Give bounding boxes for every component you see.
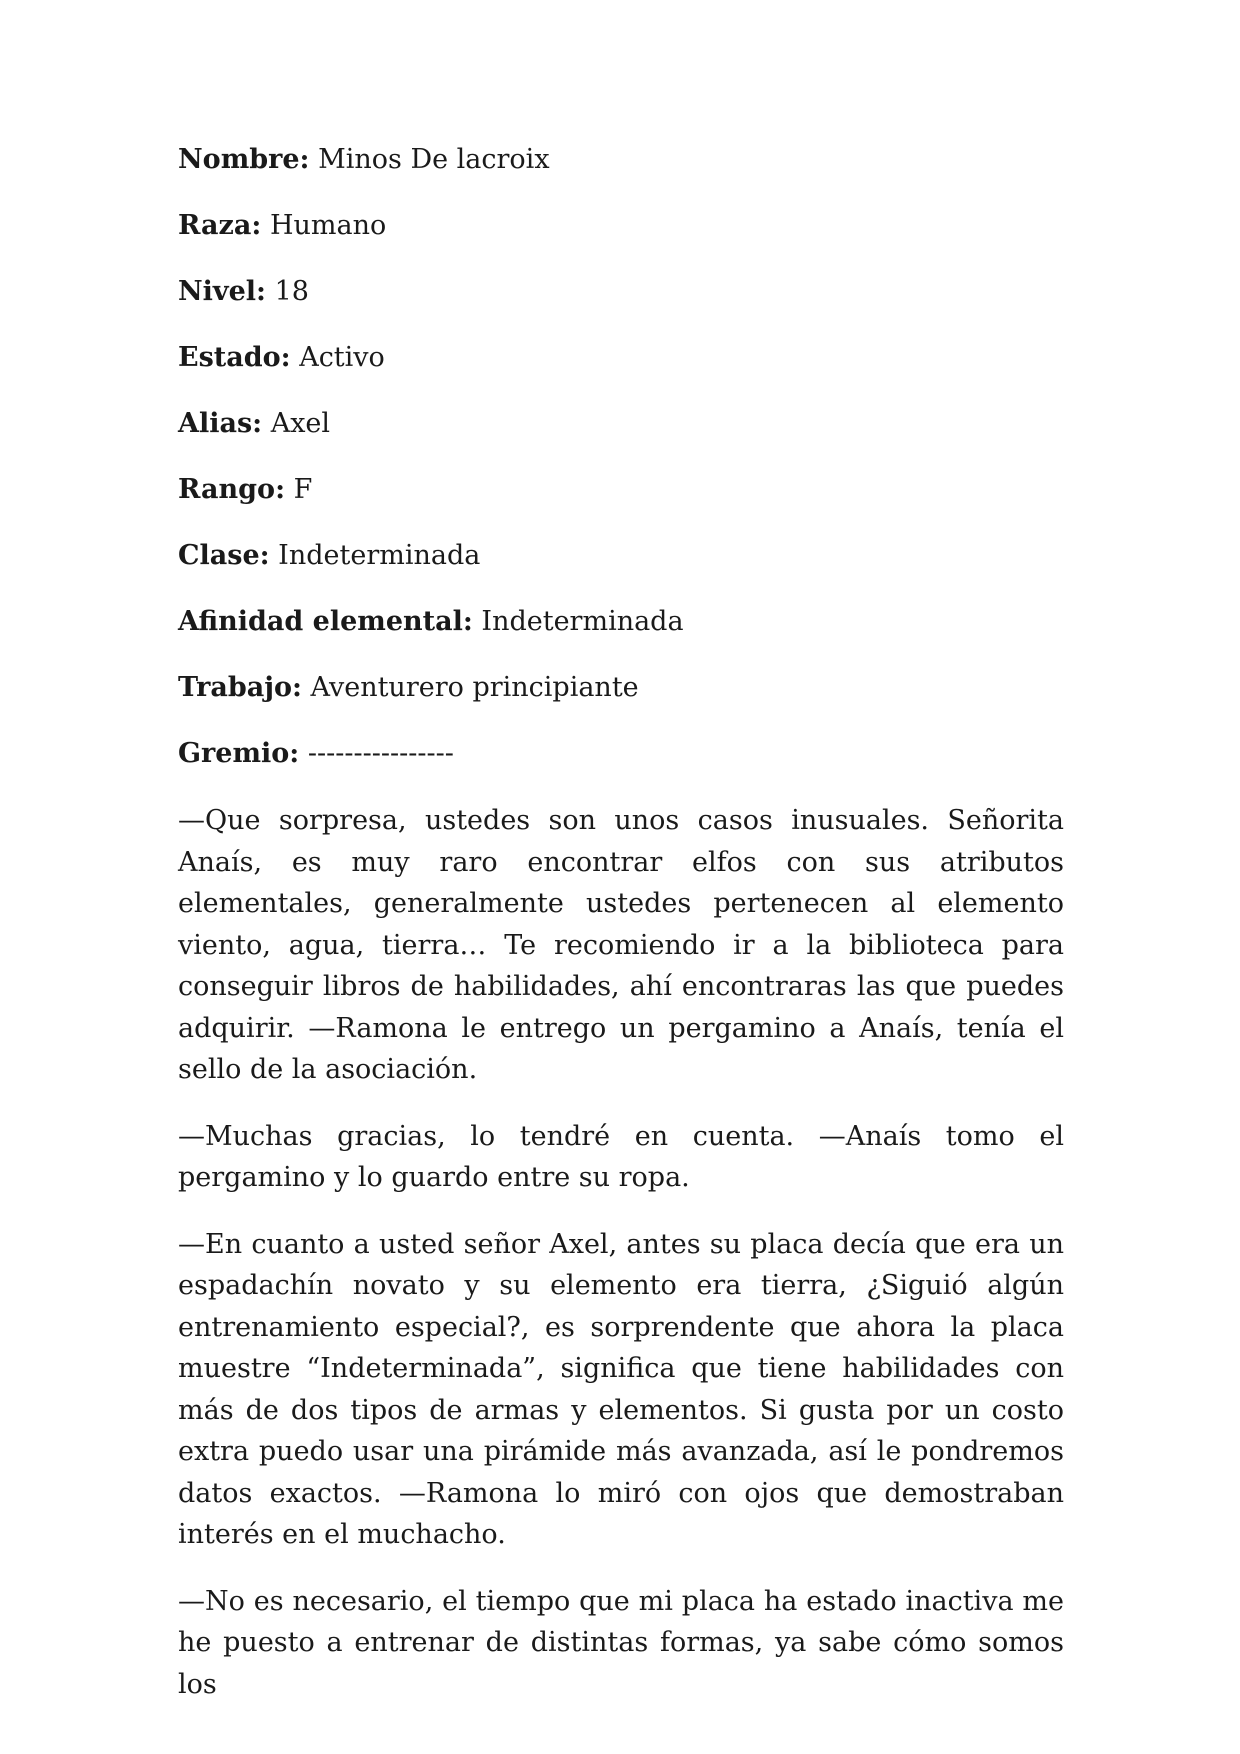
document-content bbox=[178, 140, 1064, 1705]
field-value: 18 bbox=[266, 276, 309, 307]
field-afinidad-elemental bbox=[178, 602, 1064, 642]
field-gremio bbox=[178, 734, 1064, 774]
field-value: F bbox=[285, 474, 313, 505]
field-value: Axel bbox=[262, 408, 331, 439]
field-nivel bbox=[178, 272, 1064, 312]
field-label: Gremio: bbox=[178, 738, 300, 769]
field-value: ---------------- bbox=[299, 738, 454, 769]
field-value: Indeterminada bbox=[472, 606, 684, 637]
field-label: Trabajo: bbox=[178, 672, 302, 703]
field-alias bbox=[178, 404, 1064, 444]
field-value: Activo bbox=[290, 342, 385, 373]
field-value: Indeterminada bbox=[269, 540, 481, 571]
paragraph-axel-reply: —No es necesario, el tiempo que mi placa ha estado inactiva me he puesto a entrenar de distintas formas, ya sabe cómo somos los bbox=[178, 1585, 1064, 1700]
paragraph-ramona-axel: —En cuanto a usted señor Axel, antes su placa decía que era un espadachín novato y su elemento era tierra, ¿Siguió algún entrenamiento especial?, es sorprendente que ahora la placa muestre “Indeterminada”, significa que tiene habilidades con más de dos tipos de armas y elementos. Si gusta por un costo extra puedo usar una pirámide más avanzada, así le pondremos datos exactos. —Ramona lo miró con ojos que demostraban interés en el muchacho. bbox=[178, 1228, 1064, 1550]
field-raza bbox=[178, 206, 1064, 246]
paragraph-ramona-anais: —Que sorpresa, ustedes son unos casos inusuales. Señorita Anaís, es muy raro encontrar elfos con sus atributos elementales, generalmente ustedes pertenecen al elemento viento, agua, tierra… Te recomiendo ir a la biblioteca para conseguir libros de habilidades, ahí encontraras las que puedes adquirir. —Ramona le entrego un pergamino a Anaís, tenía el sello de la asociación. bbox=[178, 805, 1064, 1085]
field-label: Nivel: bbox=[178, 276, 267, 307]
field-label: Raza: bbox=[178, 210, 262, 241]
field-label: Nombre: bbox=[178, 144, 310, 175]
field-trabajo bbox=[178, 668, 1064, 708]
field-nombre bbox=[178, 140, 1064, 180]
field-label: Rango: bbox=[178, 474, 286, 505]
field-label: Afinidad elemental: bbox=[178, 606, 473, 637]
field-label: Alias: bbox=[178, 408, 263, 439]
field-value: Aventurero principiante bbox=[301, 672, 639, 703]
paragraph-anais-reply: —Muchas gracias, lo tendré en cuenta. —Anaís tomo el pergamino y lo guardo entre su ropa. bbox=[178, 1120, 1064, 1193]
field-value: Humano bbox=[261, 210, 387, 241]
field-label: Clase: bbox=[178, 540, 270, 571]
field-clase bbox=[178, 536, 1064, 576]
field-label: Estado: bbox=[178, 342, 291, 373]
field-rango bbox=[178, 470, 1064, 510]
field-value: Minos De lacroix bbox=[309, 144, 550, 175]
field-estado bbox=[178, 338, 1064, 378]
